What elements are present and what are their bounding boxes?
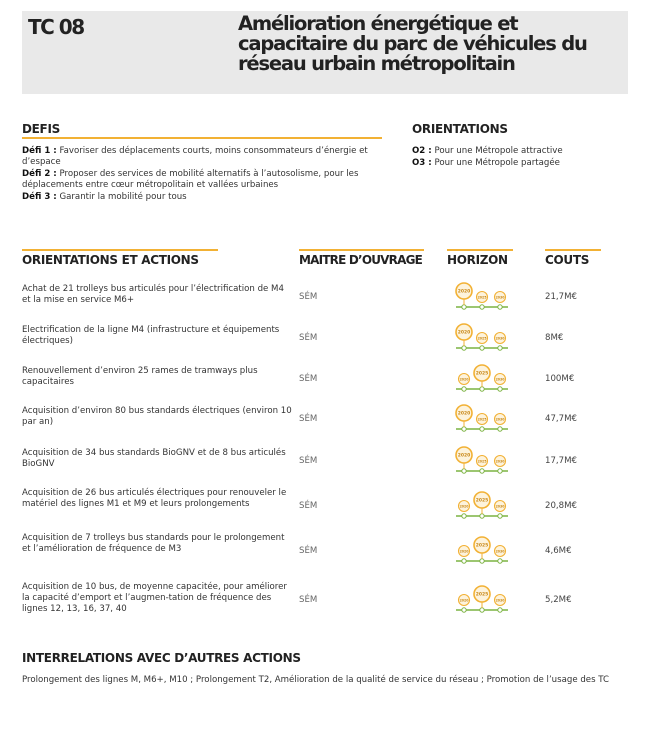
maitre-ouvrage: SÉM [299, 292, 318, 302]
horizon-year-label: 2030 [495, 549, 505, 554]
orientation-text: Pour une Métropole partagée [434, 158, 560, 168]
horizon-year-label: 2020 [459, 504, 469, 509]
defi-label: Défi 2 : [22, 169, 57, 179]
timeline-dot [498, 427, 502, 431]
timeline-dot [498, 387, 502, 391]
horizon-year-label: 2030 [495, 295, 505, 300]
horizon-timeline-icon [452, 402, 512, 438]
maitre-ouvrage: SÉM [299, 333, 318, 343]
table-header-couts: COUTS [545, 253, 590, 267]
header-underline [22, 249, 218, 251]
timeline-dot [480, 346, 484, 350]
horizon-year-label: 2020 [457, 289, 471, 295]
horizon-year-label: 2020 [457, 453, 471, 459]
horizon-year-label: 2030 [495, 459, 505, 464]
timeline-dot [498, 608, 502, 612]
defis-heading: DEFIS [22, 122, 382, 139]
defi-text: Garantir la mobilité pour tous [59, 192, 187, 202]
horizon-year-label: 2030 [495, 598, 505, 603]
timeline-dot [480, 427, 484, 431]
orientations-heading: ORIENTATIONS [412, 122, 508, 136]
orientation-item-2 [412, 158, 632, 169]
horizon-timeline-icon [452, 280, 512, 316]
defi-label: Défi 3 : [22, 192, 57, 202]
horizon-year-label: 2020 [459, 377, 469, 382]
timeline-dot [462, 346, 466, 350]
orientation-item-1 [412, 146, 632, 157]
timeline-dot [480, 387, 484, 391]
horizon-year-label: 2020 [457, 330, 471, 336]
interrelations-text: Prolongement des lignes M, M6+, M10 ; Prolongement T2, Amélioration de la qualité de service du réseau ; Promotion de l’usage des TC [22, 675, 610, 685]
horizon-timeline-icon [452, 489, 512, 525]
horizon-year-label: 2030 [495, 417, 505, 422]
horizon-year-label: 2025 [477, 295, 487, 300]
maitre-ouvrage: SÉM [299, 374, 318, 384]
cost-value: 21,7M€ [545, 292, 578, 302]
cost-value: 17,7M€ [545, 456, 578, 466]
cost-value: 20,8M€ [545, 501, 578, 511]
defi-item-1 [22, 146, 382, 168]
action-text: Acquisition de 26 bus articulés électriques pour renouveler le matériel des lignes M1 et M9 et leurs prolongements [22, 488, 287, 509]
timeline-dot [498, 469, 502, 473]
timeline-dot [462, 608, 466, 612]
timeline-dot [498, 305, 502, 309]
table-header-actions: ORIENTATIONS ET ACTIONS [22, 253, 199, 267]
table-header-horizon: HORIZON [447, 253, 508, 267]
horizon-year-label: 2025 [475, 543, 489, 549]
horizon-year-label: 2030 [495, 504, 505, 509]
timeline-dot [480, 514, 484, 518]
title-banner [22, 11, 628, 94]
defi-item-3 [22, 192, 382, 203]
orientation-label: O3 : [412, 158, 432, 168]
timeline-dot [480, 559, 484, 563]
timeline-dot [462, 305, 466, 309]
timeline-dot [480, 305, 484, 309]
cost-value: 100M€ [545, 374, 575, 384]
timeline-dot [498, 346, 502, 350]
cost-value: 5,2M€ [545, 595, 572, 605]
horizon-year-label: 2030 [495, 336, 505, 341]
horizon-year-label: 2025 [475, 498, 489, 504]
cost-value: 4,6M€ [545, 546, 572, 556]
cost-value: 8M€ [545, 333, 564, 343]
maitre-ouvrage: SÉM [299, 414, 318, 424]
maitre-ouvrage: SÉM [299, 546, 318, 556]
horizon-year-label: 2020 [459, 549, 469, 554]
timeline-dot [498, 559, 502, 563]
horizon-timeline-icon [452, 534, 512, 570]
action-text: Acquisition de 7 trolleys bus standards pour le prolongement et l’amélioration de fréquence de M3 [22, 533, 285, 554]
defi-item-2 [22, 169, 382, 191]
action-text: Electrification de la ligne M4 (infrastructure et équipements électriques) [22, 325, 280, 346]
horizon-timeline-icon [452, 583, 512, 619]
horizon-timeline-icon [452, 362, 512, 398]
horizon-timeline-icon [452, 321, 512, 357]
horizon-year-label: 2025 [477, 417, 487, 422]
defi-text: Proposer des services de mobilité alternatifs à l’autosolisme, pour les déplacements entre cœur métropolitain et vallées urbaines [22, 169, 359, 190]
horizon-year-label: 2020 [457, 411, 471, 417]
defi-label: Défi 1 : [22, 146, 57, 156]
timeline-dot [462, 387, 466, 391]
timeline-dot [462, 427, 466, 431]
horizon-year-label: 2020 [459, 598, 469, 603]
action-text: Acquisition de 34 bus standards BioGNV et de 8 bus articulés BioGNV [22, 448, 286, 469]
timeline-dot [462, 514, 466, 518]
header-underline [299, 249, 424, 251]
maitre-ouvrage: SÉM [299, 456, 318, 466]
action-code: TC 08 [28, 15, 84, 39]
defi-text: Favoriser des déplacements courts, moins consommateurs d’énergie et d’espace [22, 146, 368, 167]
timeline-dot [462, 559, 466, 563]
header-underline [545, 249, 601, 251]
cost-value: 47,7M€ [545, 414, 578, 424]
maitre-ouvrage: SÉM [299, 595, 318, 605]
horizon-year-label: 2025 [475, 592, 489, 598]
page-title: Amélioration énergétique et capacitaire du parc de véhicules du réseau urbain métropolitain [238, 12, 587, 75]
timeline-dot [498, 514, 502, 518]
horizon-year-label: 2025 [475, 371, 489, 377]
horizon-year-label: 2025 [477, 459, 487, 464]
horizon-timeline-icon [452, 444, 512, 480]
action-text: Acquisition de 10 bus, de moyenne capacitée, pour améliorer la capacité d’emport et l’augmen-tation de fréquence des lignes 12, 13, 16, 37, 40 [22, 582, 287, 614]
timeline-dot [480, 469, 484, 473]
action-text: Renouvellement d’environ 25 rames de tramways plus capacitaires [22, 366, 258, 387]
maitre-ouvrage: SÉM [299, 501, 318, 511]
orientation-label: O2 : [412, 146, 432, 156]
action-text: Acquisition d’environ 80 bus standards électriques (environ 10 par an) [22, 406, 292, 427]
interrelations-heading: INTERRELATIONS AVEC D’AUTRES ACTIONS [22, 651, 301, 665]
action-text: Achat de 21 trolleys bus articulés pour l’électrification de M4 et la mise en service M6+ [22, 284, 284, 305]
header-underline [447, 249, 513, 251]
horizon-year-label: 2030 [495, 377, 505, 382]
timeline-dot [480, 608, 484, 612]
horizon-year-label: 2025 [477, 336, 487, 341]
table-header-moa: MAITRE D’OUVRAGE [299, 253, 423, 267]
timeline-dot [462, 469, 466, 473]
orientation-text: Pour une Métropole attractive [434, 146, 563, 156]
